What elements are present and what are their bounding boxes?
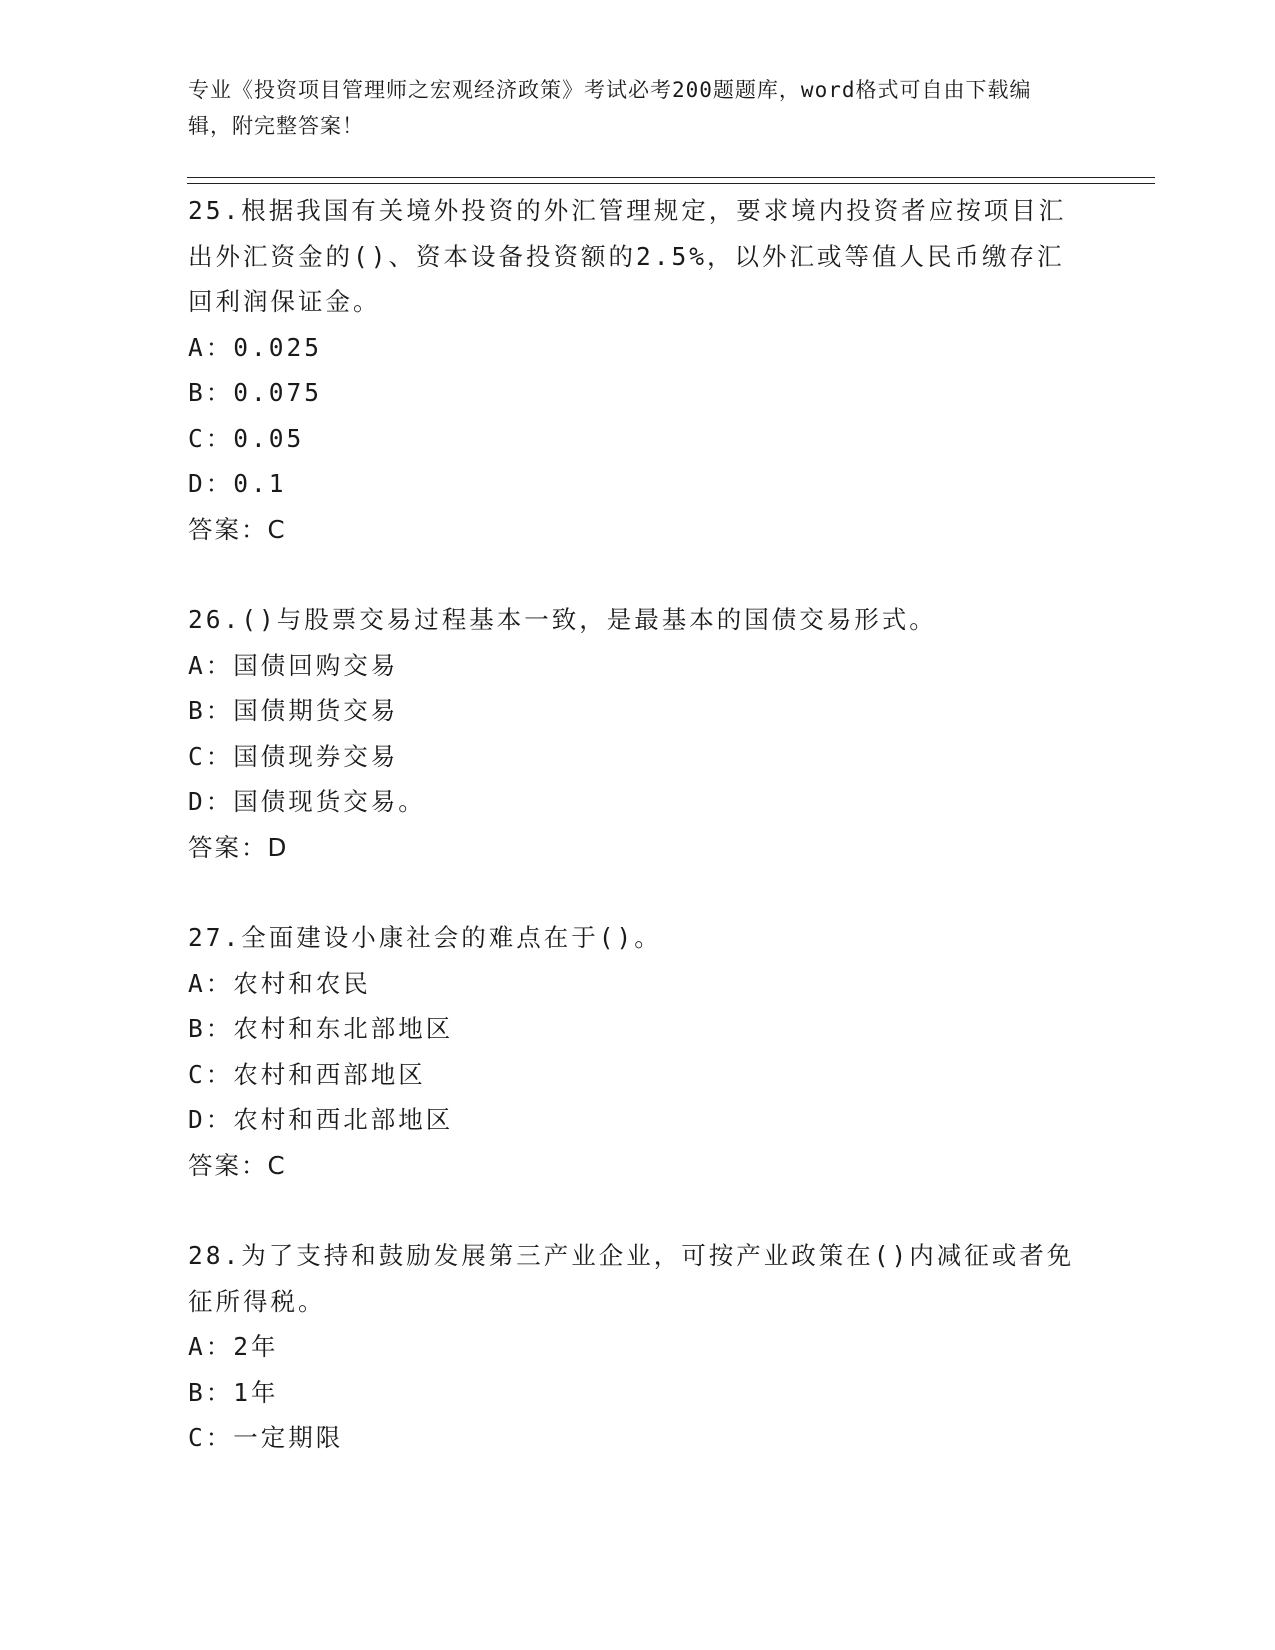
option-a: A：国债回购交易 <box>188 650 399 680</box>
option-c: C：国债现券交易 <box>188 741 399 771</box>
option-a: A：0.025 <box>188 332 323 362</box>
question-list <box>188 188 1088 1461</box>
option-a: A：2年 <box>188 1332 279 1361</box>
option-d: D：0.1 <box>188 469 287 498</box>
option-b: B：0.075 <box>188 378 323 407</box>
question-27 <box>188 915 1088 1188</box>
option-c: C：农村和西部地区 <box>188 1059 426 1089</box>
header-divider-top <box>187 177 1155 178</box>
answer-line: 答案：D <box>188 832 289 862</box>
question-26 <box>188 597 1088 870</box>
question-stem: 27.全面建设小康社会的难点在于()。 <box>188 923 662 952</box>
header-divider-bottom <box>187 183 1155 184</box>
option-b: B：农村和东北部地区 <box>188 1014 454 1043</box>
answer-line: 答案：C <box>188 514 287 544</box>
document-header: 专业《投资项目管理师之宏观经济政策》考试必考200题题库，word格式可自由下载编辑，附完整答案！ <box>188 78 1032 138</box>
option-c: C：0.05 <box>188 423 305 453</box>
option-b: B：1年 <box>188 1377 279 1407</box>
option-d: D：国债现货交易。 <box>188 787 426 816</box>
option-d: D：农村和西北部地区 <box>188 1105 454 1134</box>
option-a: A：农村和农民 <box>188 968 371 998</box>
question-stem: 26.()与股票交易过程基本一致，是最基本的国债交易形式。 <box>188 605 937 634</box>
option-b: B：国债期货交易 <box>188 696 399 725</box>
question-stem: 28.为了支持和鼓励发展第三产业企业，可按产业政策在()内减征或者免征所得税。 <box>188 1241 1075 1316</box>
question-28 <box>188 1233 1088 1461</box>
option-c: C：一定期限 <box>188 1423 344 1452</box>
question-25 <box>188 188 1088 552</box>
question-stem: 25.根据我国有关境外投资的外汇管理规定，要求境内投资者应按项目汇出外汇资金的()、资本设备投资额的2.5%，以外汇或等值人民币缴存汇回利润保证金。 <box>188 196 1067 316</box>
answer-line: 答案：C <box>188 1150 287 1180</box>
